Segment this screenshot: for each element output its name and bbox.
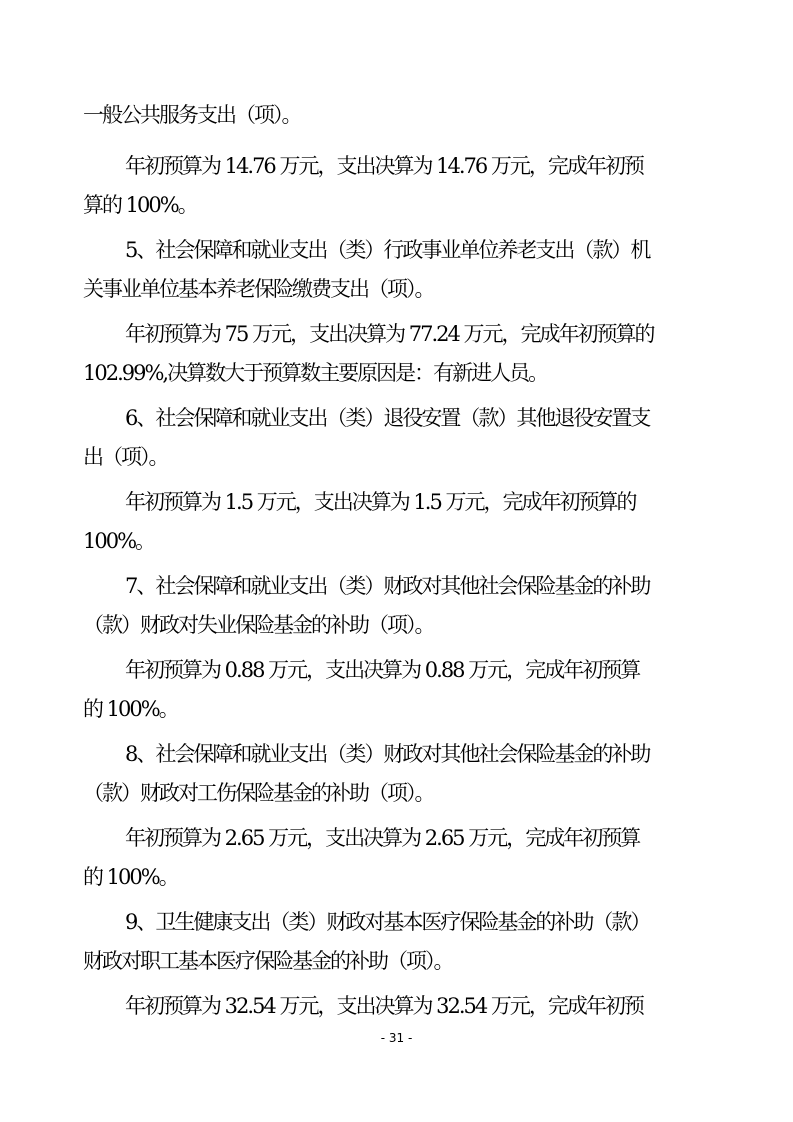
text-line: （款）财政对工伤保险基金的补助（项）。: [83, 781, 434, 805]
text-line: 年初预算为 1.5 万元，支出决算为 1.5 万元，完成年初预算的: [125, 490, 636, 514]
text-line: 年初预算为 2.65 万元，支出决算为 2.65 万元，完成年初预算: [125, 826, 640, 850]
text-line: 算的 100%。: [83, 193, 197, 217]
text-line: 102.99%,决算数大于预算数主要原因是：有新进人员。: [83, 361, 548, 385]
text-line: 7、社会保障和就业支出（类）财政对其他社会保险基金的补助: [125, 574, 650, 598]
text-line: 的 100%。: [83, 865, 178, 889]
page-number: - 31 -: [380, 1031, 413, 1045]
text-line: 年初预算为 14.76 万元，支出决算为 14.76 万元，完成年初预: [125, 154, 643, 178]
text-line: 一般公共服务支出（项）。: [83, 103, 301, 127]
text-line: 9、卫生健康支出（类）财政对基本医疗保险基金的补助（款）: [125, 910, 650, 934]
text-line: 6、社会保障和就业支出（类）退役安置（款）其他退役安置支: [125, 406, 650, 430]
text-line: 财政对职工基本医疗保险基金的补助（项）。: [83, 949, 453, 973]
text-line: 的 100%。: [83, 697, 178, 721]
text-line: 出（项）。: [83, 445, 168, 469]
text-line: 8、社会保障和就业支出（类）财政对其他社会保险基金的补助: [125, 742, 650, 766]
text-line: 年初预算为 32.54 万元，支出决算为 32.54 万元，完成年初预: [125, 994, 643, 1018]
text-line: 年初预算为 75 万元，支出决算为 77.24 万元，完成年初预算的: [125, 322, 654, 346]
text-line: 关事业单位基本养老保险缴费支出（项）。: [83, 277, 434, 301]
text-line: 100%。: [83, 529, 155, 553]
text-line: 5、社会保障和就业支出（类）行政事业单位养老支出（款）机: [125, 238, 650, 262]
text-line: 年初预算为 0.88 万元，支出决算为 0.88 万元，完成年初预算: [125, 658, 640, 682]
text-line: （款）财政对失业保险基金的补助（项）。: [83, 613, 434, 637]
